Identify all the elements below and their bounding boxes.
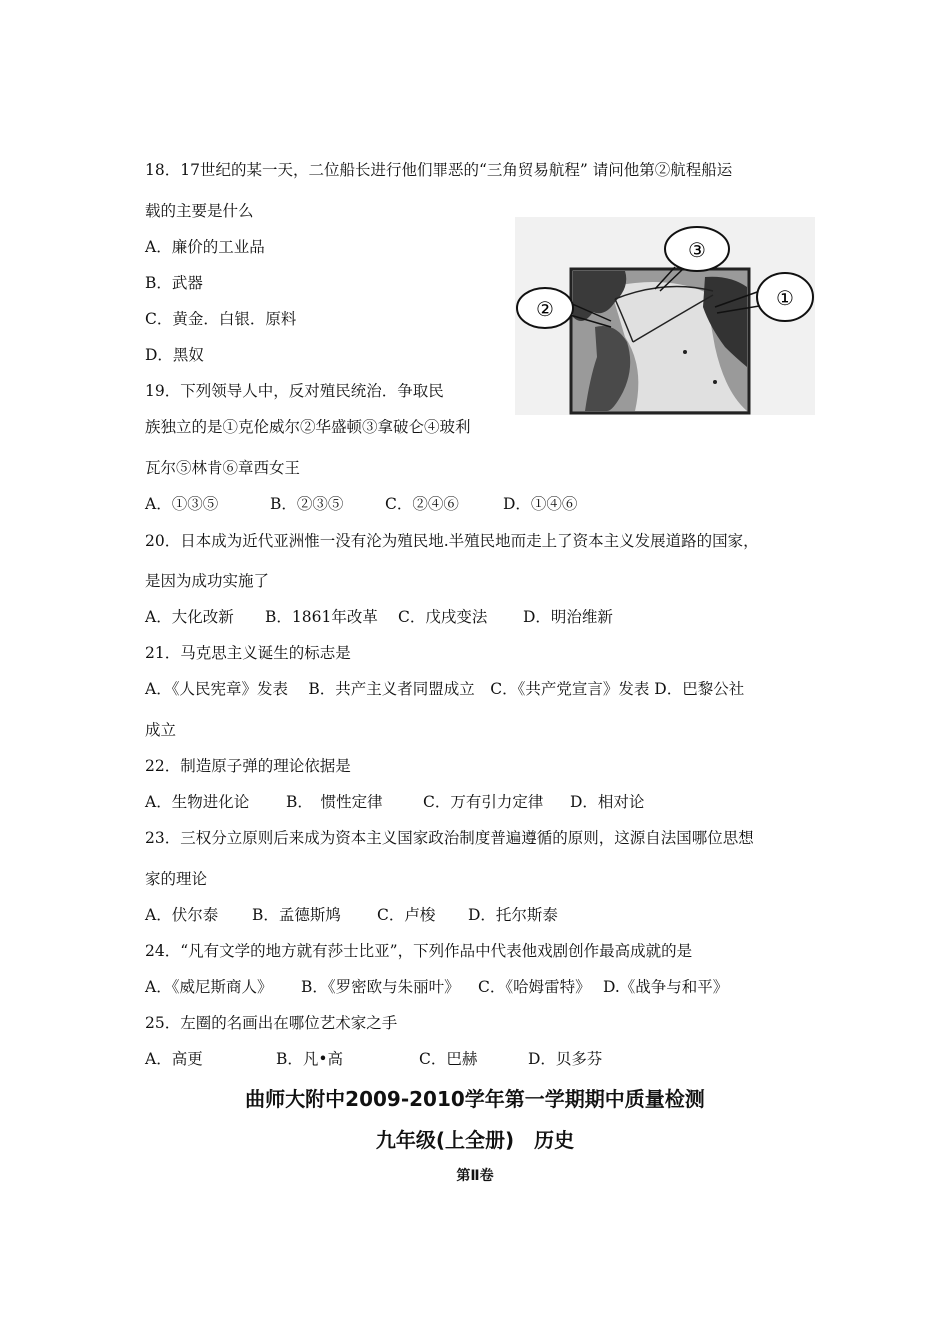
q19-option-b: B．②③⑤ (270, 495, 344, 513)
q18-option-d: D．黑奴 (145, 346, 204, 364)
q22-option-a: A．生物进化论 (145, 793, 250, 811)
map-label-1: ① (776, 286, 794, 310)
q24-option-b: B．《罗密欧与朱丽叶》 (301, 978, 460, 996)
q23-stem-line2: 家的理论 (145, 870, 208, 888)
q18-option-b: B．武器 (145, 274, 203, 292)
q25-option-d: D．贝多芬 (528, 1050, 603, 1068)
q18-option-c: C．黄金．白银．原料 (145, 310, 297, 328)
q25-stem: 25．左圈的名画出在哪位艺术家之手 (145, 1014, 398, 1032)
q20-options (145, 607, 613, 627)
q25-option-c: C．巴赫 (419, 1050, 478, 1068)
q25-option-a: A．高更 (145, 1050, 203, 1068)
q24-options (145, 977, 729, 997)
q21-options-line1: A．《人民宪章》发表 B．共产主义者同盟成立 C．《共产党宣言》发表 D．巴黎公社 (145, 680, 745, 698)
q24-option-a: A．《威尼斯商人》 (145, 978, 273, 996)
q19-stem-line1: 19．下列领导人中，反对殖民统治．争取民 (145, 382, 444, 400)
q23-option-c: C．卢梭 (377, 906, 436, 924)
q25-options (145, 1049, 603, 1069)
q19-option-c: C．②④⑥ (385, 495, 459, 513)
q23-option-d: D．托尔斯泰 (468, 906, 558, 924)
q23-option-b: B．孟德斯鸠 (252, 906, 341, 924)
q20-stem-line2: 是因为成功实施了 (145, 572, 270, 590)
q18-stem-line2: 载的主要是什么 (145, 202, 254, 220)
grade-subject-title: 九年级(上全册) 历史 (375, 1128, 575, 1152)
map-label-3: ③ (688, 238, 706, 262)
q19-stem-line2: 族独立的是①克伦威尔②华盛顿③拿破仑④玻利 (145, 418, 471, 436)
q22-options (145, 792, 645, 812)
q20-stem-line1: 20．日本成为近代亚洲惟一没有沦为殖民地.半殖民地而走上了资本主义发展道路的国家， (145, 532, 759, 550)
q21-options-line2: 成立 (145, 721, 177, 739)
q20-option-c: C．戊戌变法 (398, 608, 488, 626)
q21-stem: 21．马克思主义诞生的标志是 (145, 644, 351, 662)
q20-option-a: A．大化改新 (145, 608, 234, 626)
q19-option-d: D．①④⑥ (503, 495, 578, 513)
map-label-2: ② (536, 297, 554, 321)
school-exam-title: 曲师大附中2009-2010学年第一学期期中质量检测 (245, 1087, 705, 1111)
part-label: 第Ⅱ卷 (456, 1168, 494, 1184)
q23-stem-line1: 23．三权分立原则后来成为资本主义国家政治制度普遍遵循的原则，这源自法国哪位思想 (145, 829, 754, 847)
q18-option-a: A．廉价的工业品 (145, 238, 265, 256)
q22-option-c: C．万有引力定律 (423, 793, 544, 811)
q24-option-c: C．《哈姆雷特》 (478, 978, 591, 996)
q19-options (145, 494, 578, 514)
q24-option-d: D.《战争与和平》 (603, 978, 729, 996)
q20-option-b: B．1861年改革 (265, 608, 378, 626)
q22-option-b: B． 惯性定律 (286, 793, 383, 811)
q19-stem-line3: 瓦尔⑤林肯⑥章西女王 (145, 459, 301, 477)
q22-stem: 22．制造原子弹的理论依据是 (145, 757, 351, 775)
q23-option-a: A．伏尔泰 (145, 906, 219, 924)
q24-stem: 24．“凡有文学的地方就有莎士比亚”，下列作品中代表他戏剧创作最高成就的是 (145, 942, 693, 960)
q22-option-d: D．相对论 (570, 793, 645, 811)
q18-stem-line1: 18．17世纪的某一天，二位船长进行他们罪恶的“三角贸易航程” 请问他第②航程船运 (145, 161, 733, 179)
q25-option-b: B．凡•高 (276, 1050, 344, 1068)
q20-option-d: D．明治维新 (523, 608, 613, 626)
q23-options (145, 905, 558, 925)
triangle-trade-map (515, 217, 815, 415)
q19-option-a: A．①③⑤ (145, 495, 219, 513)
